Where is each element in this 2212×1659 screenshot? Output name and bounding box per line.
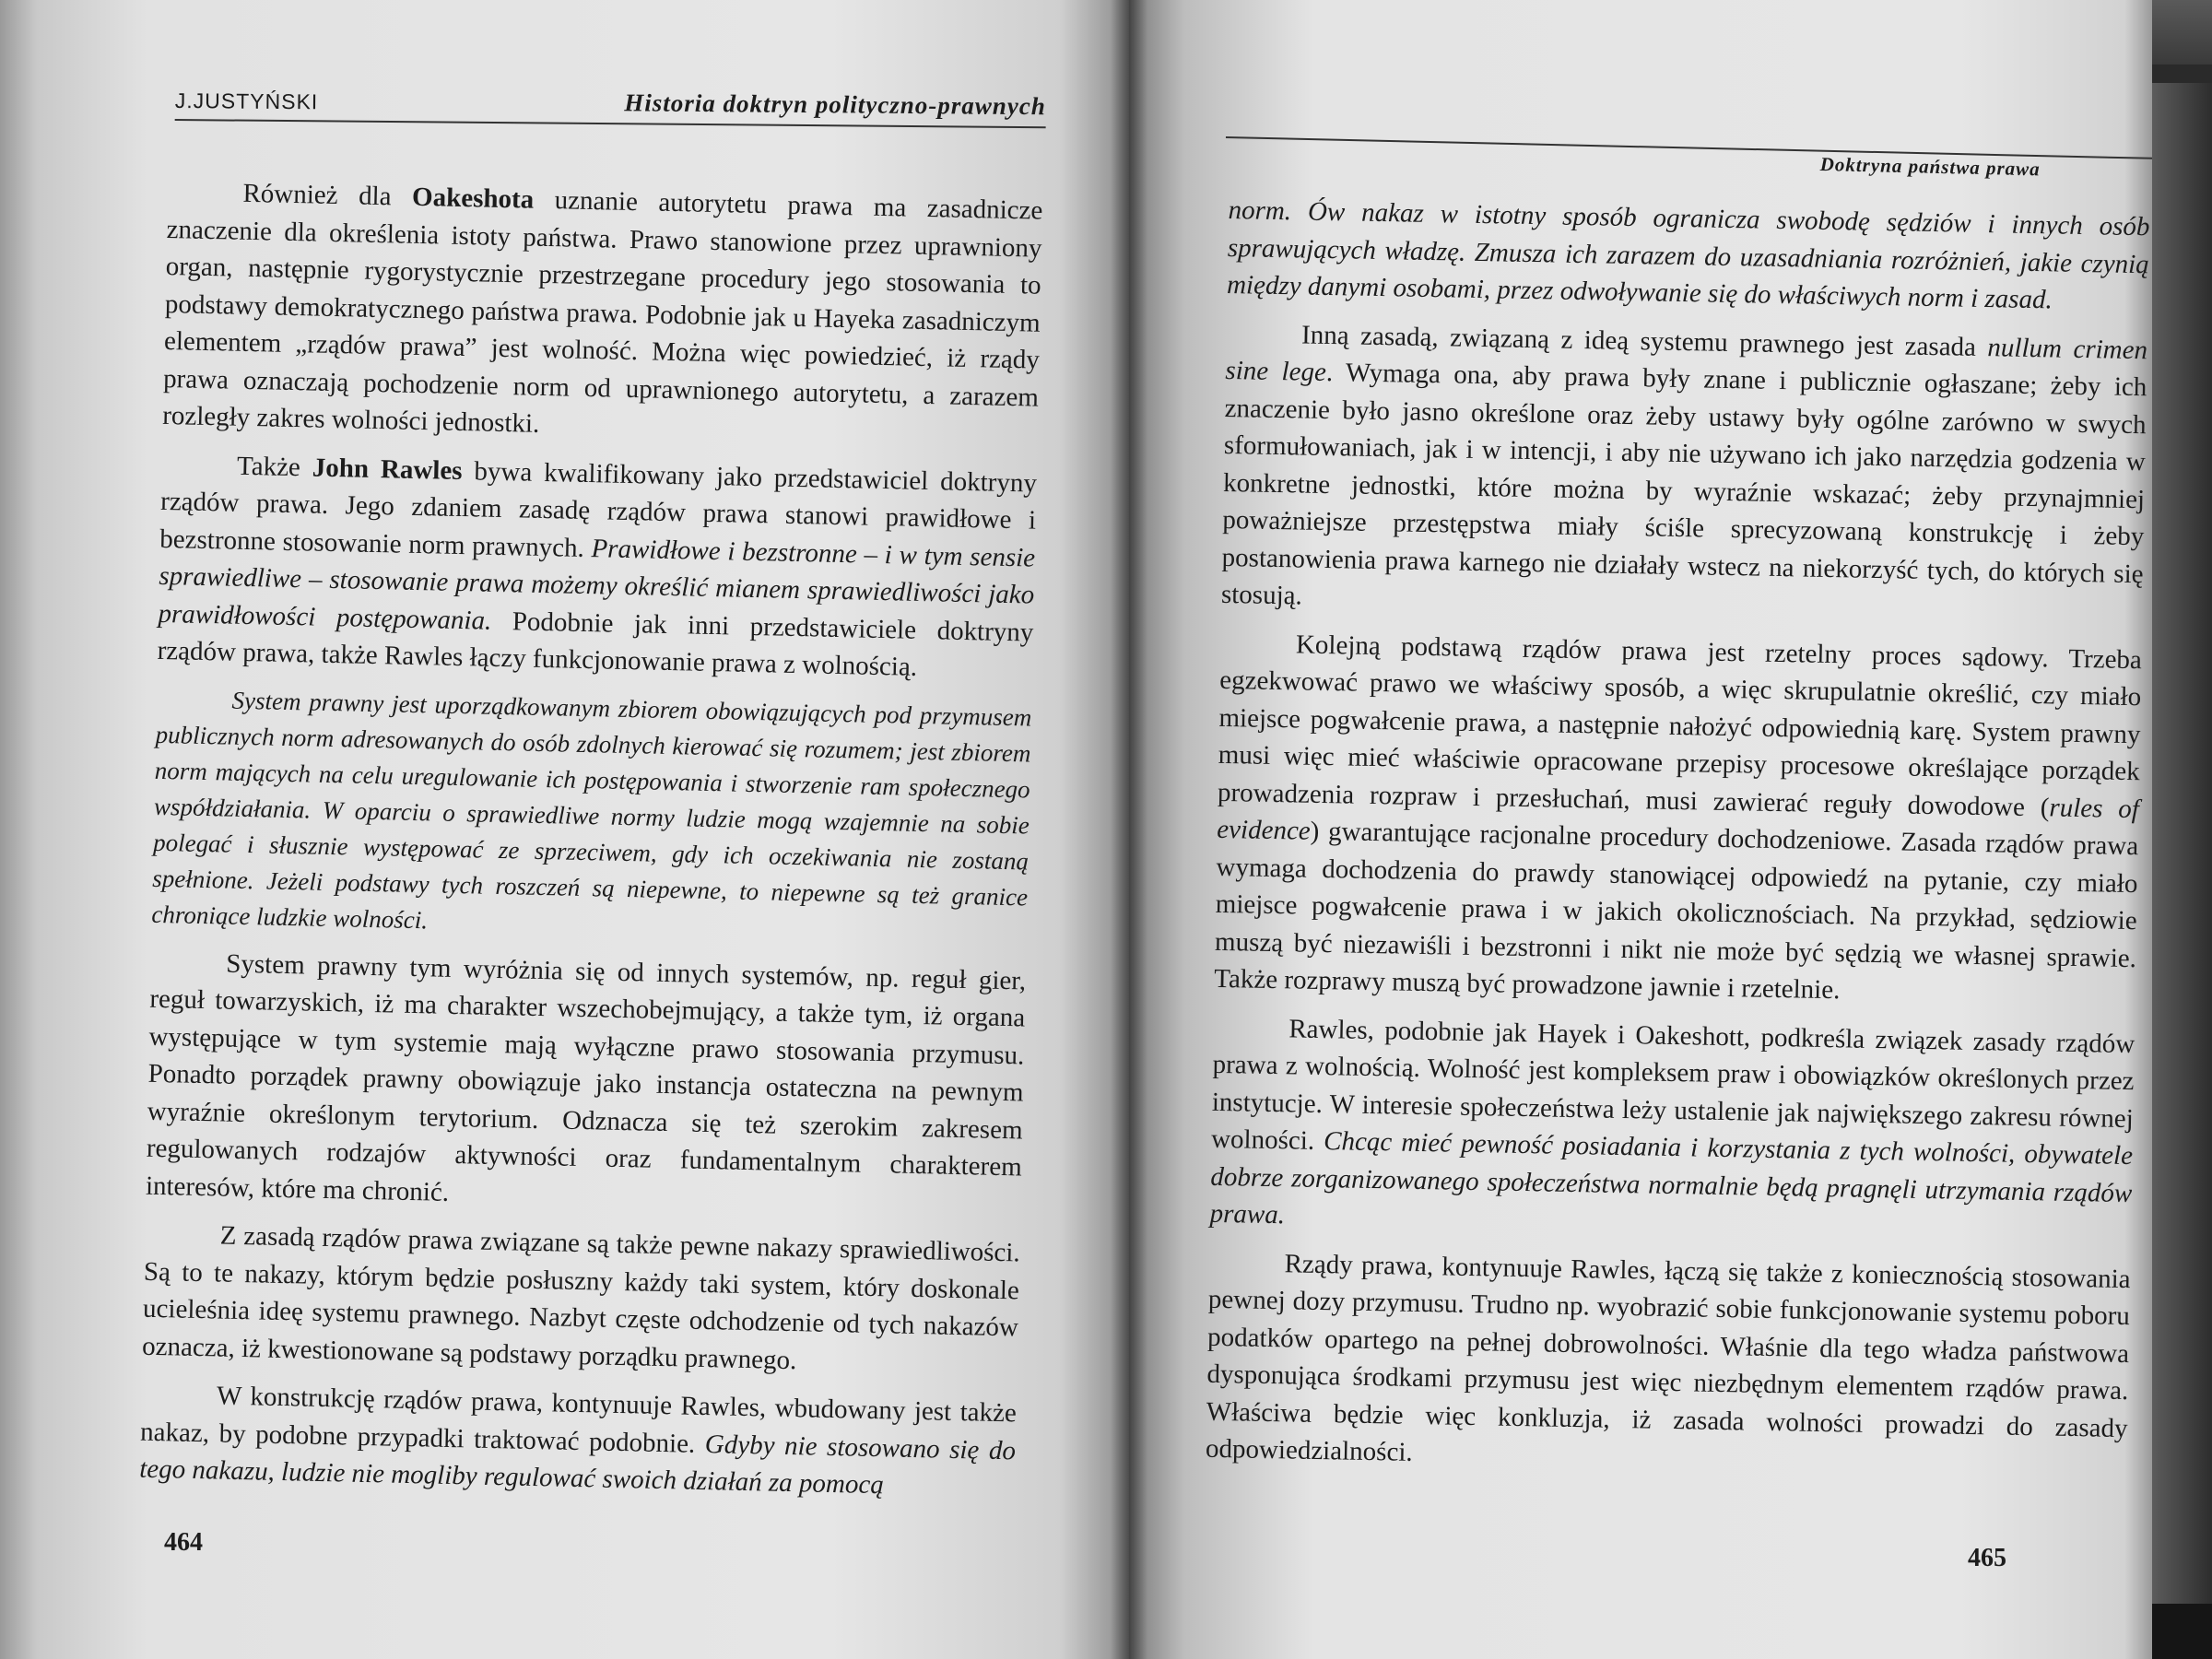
book-cover-edge xyxy=(2152,83,2212,1604)
text-run: Z zasadą rządów prawa związane są także pewne nakazy sprawiedliwości. Są to te nakazy, którym będzie posłuszny każdy taki system, który doskonale ucieleśnia ideę systemu prawnego. Nazbyt częste odchodzenie od tych nakazów oznacza, iż kwestionowane są podstawy porządku prawnego. xyxy=(141,1220,1021,1375)
block-quote xyxy=(151,680,1032,951)
paragraph xyxy=(1227,192,2150,321)
text-run: bywa kwalifikowany jako przedstawiciel doktryny rządów prawa. Jego zdaniem zasadę rządów prawa stanowi prawidłowe i bezstronne stosowanie norm prawnych. xyxy=(159,455,1038,563)
running-head xyxy=(175,85,1046,128)
paragraph xyxy=(1206,1243,2131,1484)
text-run: Rządy prawa, kontynuuje Rawles, łączą się także z koniecznością stosowania pewnej dozy przymusu. Trudno np. wyobrazić sobie funkcjonowanie systemu poboru podatków opartego na pełnej dobrowolności. Właśnie dla tego władza państwowa dysponująca środkami przymusu jest więc niezbędnym elementem rządów prawa. Właściwa będzie więc konkluzja, iż zasada wolności prowadzi do zasady odpowiedzialności. xyxy=(1205,1248,2131,1467)
text-run: Kolejną podstawą rządów prawa jest rzetelny proces sądowy. Trzeba egzekwować prawo we właściwy sposób, a więc skrupulatnie określić, czy miało miejsce pogwałcenie prawa, a następnie nałożyć odpowiednią karę. System prawny musi więc mieć właściwie opracowane przepisy procesowe określające porządek prowadzenia rozpraw i przesłuchań, musi zawierać reguły dowodowe ( xyxy=(1217,629,2143,822)
text-column xyxy=(1205,192,2149,1496)
bold-name: Oakeshota xyxy=(411,182,535,215)
italic-text: norm. Ów nakaz w istotny sposób ogranicza swobodę sędziów i innych osób sprawujących władzę. Zmusza ich zarazem do uzasadniania rozróżnień, jakie czynią między danymi osobami, przez odwoływanie się do właściwych norm i zasad. xyxy=(1226,194,2150,315)
italic-text: rules of evidence xyxy=(1217,792,2140,846)
text-run: Podobnie jak inni przedstawiciele doktryny rządów prawa, także Rawles łączy funkcjonowanie prawa z wolnością. xyxy=(157,606,1034,682)
running-head-author: J.JUSTYŃSKI xyxy=(174,88,319,114)
text-run: Rawles, podobnie jak Hayek i Oakeshott, podkreśla związek zasady rządów prawa z wolnością. Wolność jest kompleksem praw i obowiązków określonych przez instytucje. W interesie społeczeństwa leży ustalenie jak największego zakresu równej wolności. xyxy=(1210,1013,2136,1157)
text-run: ) gwarantujące racjonalne procedury dochodzeniowe. Zasada rządów prawa wymaga dochodzenia do prawdy stanowiącej odpowiedź na pytanie, czy miało miejsce pogwałcenie prawa i w jakich okolicznościach. Na przykład, sędziowie muszą być niezawiśli i bezstronni i nikt nie może być sędzią we własnej sprawie. Także rozprawy muszą być prowadzone jawnie i rzetelnie. xyxy=(1214,816,2139,1006)
paragraph xyxy=(162,173,1043,453)
italic-text: Gdyby nie stosowano się do tego nakazu, ludzie nie mogliby regulować swoich działań za pomocą xyxy=(138,1429,1017,1500)
text-run: Inną zasadą, związaną z ideą systemu prawnego jest zasada xyxy=(1300,319,1988,362)
text-run: Również dla xyxy=(242,178,413,212)
text-run: . Wymaga ona, aby prawa były znane i publicznie ogłaszane; żeby ich znaczenie było jasno określone oraz żeby ustawy były ogólne zarówno w swych sformułowaniach, jak i w intencji, i aby nie używano ich jako narzędzia godzenia w konkretne jednostki, które można by wyraźnie wskazać; żeby przynajmniej poważniejsze przestępstwa miały ściśle sprecyzowaną konstrukcję i żeby postanowienia prawa karnego nie działały wstecz na niekorzyść tych, do których się stosują. xyxy=(1220,357,2147,611)
text-run: uznanie autorytetu prawa ma zasadnicze znaczenie dla określenia istoty państwa. Prawo stanowione przez uprawniony organ, następnie rygorystycznie przestrzegane procedury jego stosowania to podstawy demokratycznego państwa prawa. Podobnie jak u Hayeka zasadniczym elementem „rządów prawa” jest wolność. Można więc powiedzieć, iż rządy prawa oznaczają pochodzenie norm od uprawnionego autorytetu, a zarazem rozległy zakres wolności jednostki. xyxy=(161,184,1043,439)
text-run: Także xyxy=(236,451,313,482)
book-spine-gutter xyxy=(1111,0,1147,1659)
page-number: 464 xyxy=(164,1528,203,1557)
text-run: W konstrukcję rządów prawa, kontynuuje Rawles, wbudowany jest także nakaz, by podobne przypadki traktować podobnie. xyxy=(139,1381,1018,1459)
italic-text: Chcąc mieć pewność posiadania i korzystania z tych wolności, obywatele dobrze zorganizowanego społeczeństwa normalnie będą pragnęli utrzymania rządów prawa. xyxy=(1209,1126,2134,1230)
bold-name: John Rawles xyxy=(312,453,463,486)
running-head-title: Doktryna państwa prawa xyxy=(1819,153,2041,181)
paragraph xyxy=(157,445,1037,688)
running-head-title: Historia doktryn polityczno-prawnych xyxy=(624,88,1046,121)
right-page xyxy=(1129,0,2152,1659)
text-column xyxy=(139,173,1043,1518)
text-run: System prawny jest uporządkowanym zbiorem obowiązujących pod przymusem publicznych norm adresowanych do osób zdolnych kierować się rozumem; jest zbiorem norm mających na celu uregulowanie ich postępowania i stworzenie ram społecznego współdziałania. W oparciu o sprawiedliwe normy ludzie mogą wzajemnie na sobie polegać i słusznie występować ze sprzeciwem, gdy ich oczekiwania nie zostaną spełnione. Jeżeli podstawy tych roszczeń są niepewne, to niepewne są też granice chroniące ludzkie wolności. xyxy=(151,686,1032,934)
paragraph xyxy=(1214,624,2142,1014)
italic-text: nullum crimen sine lege xyxy=(1225,332,2148,387)
paragraph xyxy=(1221,314,2148,629)
paragraph xyxy=(1209,1008,2135,1249)
paragraph xyxy=(142,1216,1020,1384)
paragraph xyxy=(146,943,1027,1223)
text-run: System prawny tym wyróżnia się od innych systemów, np. reguł gier, reguł towarzyskich, iż ma charakter wszechobejmujący, a także tym, iż organa występujące w tym systemie mają wyłączne prawo stosowania przymusu. Ponadto porządek prawny obowiązuje jako instancja ostateczna na pewnym wyraźnie określonym terytorium. Odznacza się też szerokim zakresem regulowanych rodzajów aktywności oraz fundamentalnym charakterem interesów, które ma chronić. xyxy=(145,948,1027,1207)
paragraph xyxy=(139,1376,1017,1507)
italic-text: Prawidłowe i bezstronne – i w tym sensie sprawiedliwe – stosowanie prawa możemy określić mianem sprawiedliwości jako prawidłowości postępowania. xyxy=(158,533,1036,636)
page-number: 465 xyxy=(1968,1544,2006,1572)
